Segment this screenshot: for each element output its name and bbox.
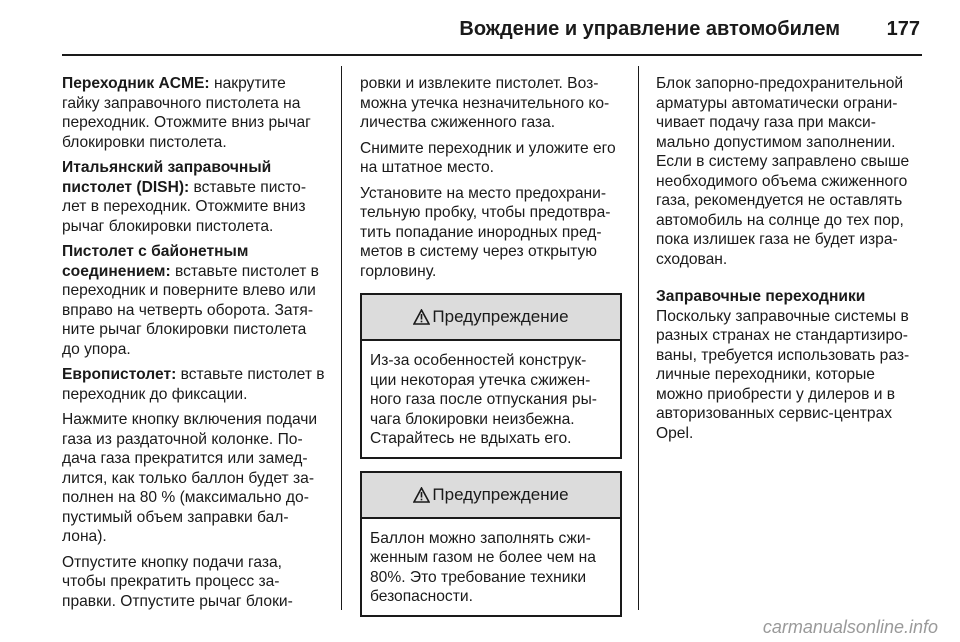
text-line: метов в систему через открытую bbox=[360, 243, 597, 260]
text-line: Нажмите кнопку включения подачи bbox=[62, 411, 318, 428]
warning-triangle-icon bbox=[413, 309, 430, 325]
text-line: сходован. bbox=[656, 250, 728, 268]
text-line: Из-за особенностей конструк- bbox=[370, 352, 587, 369]
text-line: Установите на место предохрани- bbox=[360, 184, 607, 202]
text-line: можна утечка незначительного ко- bbox=[360, 94, 610, 112]
text-line: лона). bbox=[62, 528, 107, 545]
text-line: накрутите bbox=[209, 75, 286, 92]
text-line: безопасности. bbox=[370, 588, 473, 605]
page-number: 177 bbox=[886, 18, 920, 40]
column-1 bbox=[62, 74, 324, 617]
text-line: необходимого объема сжиженного bbox=[656, 172, 908, 190]
text-line: Старайтесь не вдыхать его. bbox=[370, 430, 572, 447]
text-line: автомобиль на солнце до тех пор, bbox=[656, 211, 904, 229]
text-line: ного газа после отпускания ры- bbox=[370, 391, 597, 408]
text-line: Блок запорно-предохранительной bbox=[656, 75, 904, 92]
text-line: ции некоторая утечка сжижен- bbox=[370, 371, 591, 389]
text-line: Отпустите кнопку подачи газа, bbox=[62, 553, 283, 571]
warning-box bbox=[360, 471, 622, 617]
text-line: арматуры автоматически ограни- bbox=[656, 94, 898, 112]
text-line: вправо на четверть оборота. Затя- bbox=[62, 301, 314, 319]
page-title: Вождение и управление автомобилем bbox=[459, 18, 840, 40]
warning-text bbox=[362, 519, 620, 615]
warning-triangle-icon bbox=[413, 487, 430, 503]
column-2 bbox=[360, 74, 622, 627]
column-divider bbox=[638, 66, 639, 610]
text-line: личества сжиженного газа. bbox=[360, 114, 556, 131]
text-line: на штатное место. bbox=[360, 159, 495, 176]
header-rule bbox=[62, 54, 922, 56]
text-line: рычаг блокировки пистолета. bbox=[62, 217, 274, 235]
text-line: чага блокировки неизбежна. bbox=[370, 410, 575, 428]
paragraph-remove-adapter bbox=[360, 139, 622, 178]
text-line: переходник и поверните влево или bbox=[62, 282, 316, 299]
text-line: Снимите переходник и уложите его bbox=[360, 139, 616, 157]
paragraph-acme bbox=[62, 74, 324, 152]
paragraph-euro bbox=[62, 365, 324, 404]
warning-header bbox=[362, 473, 620, 519]
term-dish: Итальянский заправочный bbox=[62, 159, 272, 176]
paragraph-press-button bbox=[62, 410, 324, 547]
paragraph-release bbox=[62, 553, 324, 612]
text-line: Баллон можно заполнять сжи- bbox=[370, 529, 591, 547]
text-line: женным газом не более чем на bbox=[370, 549, 596, 566]
section-title: Заправочные переходники bbox=[656, 288, 866, 305]
text-line: блокировки пистолета. bbox=[62, 133, 227, 151]
text-line: лится, как только баллон будет за- bbox=[62, 469, 315, 487]
text-line: полнен на 80 % (максимально до- bbox=[62, 489, 309, 506]
text-line: Поскольку заправочные системы в bbox=[656, 307, 909, 325]
term-bayonet-2: соединением: bbox=[62, 262, 171, 280]
term-dish-2: пистолет (DISH): bbox=[62, 178, 190, 196]
warning-box bbox=[360, 293, 622, 459]
text-line: личные переходники, которые bbox=[656, 366, 875, 383]
text-line: вставьте писто- bbox=[189, 178, 307, 196]
term-acme: Переходник ACME: bbox=[62, 75, 210, 92]
text-line: ните рычаг блокировки пистолета bbox=[62, 321, 307, 338]
text-line: газа, рекомендуется не оставлять bbox=[656, 192, 903, 209]
text-line: можно приобрести у дилеров и в bbox=[656, 385, 896, 403]
text-line: мально допустимом заполнении. bbox=[656, 133, 896, 151]
text-line: гайку заправочного пистолета на bbox=[62, 94, 301, 112]
text-line: до упора. bbox=[62, 340, 131, 358]
paragraph-bayonet bbox=[62, 242, 324, 359]
text-line: лет в переходник. Отожмите вниз bbox=[62, 198, 306, 215]
page-header bbox=[0, 0, 960, 50]
text-line: переходник. Отожмите вниз рычаг bbox=[62, 114, 311, 131]
text-line: разных странах не стандартизиро- bbox=[656, 327, 908, 344]
warning-text bbox=[362, 341, 620, 457]
text-line: Если в систему заправлено свыше bbox=[656, 153, 910, 170]
text-line: Opel. bbox=[656, 424, 694, 442]
warning-header bbox=[362, 295, 620, 341]
paragraph-valve-block bbox=[656, 74, 922, 269]
term-bayonet: Пистолет с байонетным bbox=[62, 243, 249, 260]
text-line: горловину. bbox=[360, 262, 437, 280]
text-line: ровки и извлеките пистолет. Воз- bbox=[360, 75, 599, 92]
term-euro: Европистолет: bbox=[62, 366, 177, 383]
text-line: тить попадание инородных пред- bbox=[360, 223, 602, 241]
text-line: вставьте пистолет в bbox=[170, 262, 319, 280]
text-line: авторизованных сервис-центрах bbox=[656, 405, 893, 422]
paragraph-install-cap bbox=[360, 184, 622, 282]
text-line: правки. Отпустите рычаг блоки- bbox=[62, 592, 293, 610]
text-line: пока излишек газа не будет изра- bbox=[656, 231, 898, 248]
text-line: пустимый объем заправки бал- bbox=[62, 508, 289, 526]
text-line: дача газа прекратится или замед- bbox=[62, 450, 308, 467]
watermark: carmanualsonline.info bbox=[762, 617, 938, 637]
warning-title: Предупреждение bbox=[432, 307, 569, 327]
text-line: переходник до фиксации. bbox=[62, 385, 248, 403]
warning-title: Предупреждение bbox=[432, 484, 569, 504]
paragraph-dish bbox=[62, 158, 324, 236]
text-line: ваны, требуется использовать раз- bbox=[656, 346, 910, 364]
text-line: вставьте пистолет в bbox=[176, 366, 325, 383]
column-3 bbox=[656, 74, 922, 449]
text-line: тельную пробку, чтобы предотвра- bbox=[360, 204, 611, 221]
text-line: чтобы прекратить процесс за- bbox=[62, 573, 280, 590]
column-divider bbox=[341, 66, 342, 610]
text-line: 80%. Это требование техники bbox=[370, 568, 587, 586]
text-line: газа из раздаточной колонке. По- bbox=[62, 430, 303, 448]
paragraph-adapters bbox=[656, 287, 922, 443]
text-line: чивает подачу газа при макси- bbox=[656, 114, 876, 131]
paragraph-remove-nozzle bbox=[360, 74, 622, 133]
